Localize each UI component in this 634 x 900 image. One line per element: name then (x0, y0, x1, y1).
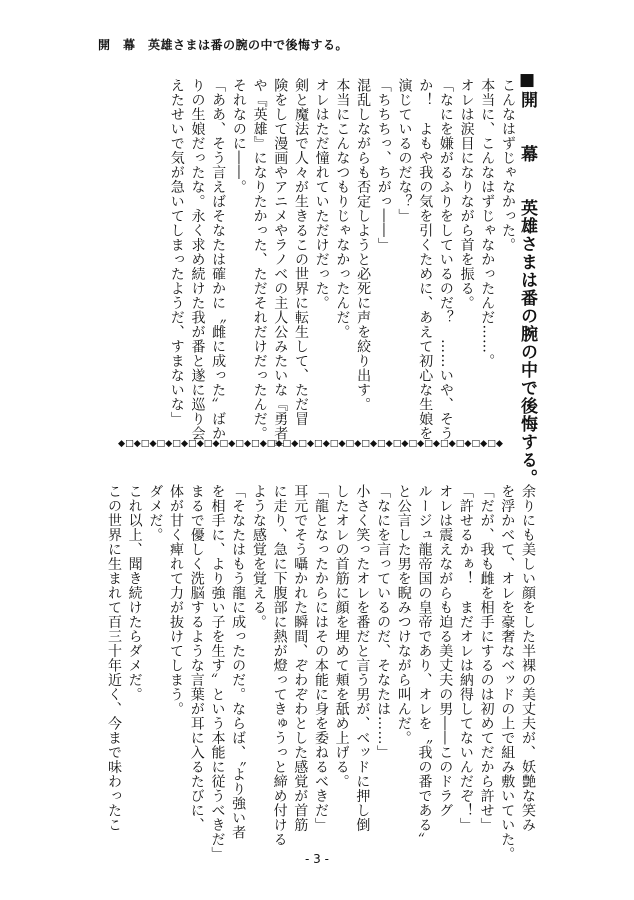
section-separator: ◆□◆□◆□◆□◆□◆□◆□◆□◆□◆□◆□◆□◆□◆□◆□◆□◆□◆□◆□◆□◆□◆□◆□◆□◆ (118, 438, 503, 449)
text-line: 体が甘く痺れて力が抜けてしまう。 (168, 484, 185, 716)
text-line: ような感覚を覚える。 (250, 484, 267, 629)
text-line: こんなはずじゃなかった。 (500, 78, 516, 252)
text-line: 演じているのだな？」 (396, 78, 413, 223)
text-line: この世界に生まれて百三十年近く、今まで味わったこ (105, 484, 122, 832)
text-line: ダメだ。 (147, 484, 164, 542)
text-line: 「龍となったからにはその本能に身を委ねるべきだ」 (312, 484, 329, 832)
text-line: を相手に、より強い子を生す〟という本能に従うべきだ」 (209, 484, 226, 861)
text-line: 「ちちちっ、ちがっ――」 (375, 78, 392, 252)
upper-text-block (138, 78, 518, 455)
running-header: 開 幕 英雄さまは番の腕の中で後悔する。 (98, 38, 349, 52)
text-line: 混乱しながらも否定しようと必死に声を絞り出す。 (355, 78, 372, 412)
text-line: オレは震えながらも迫る美丈夫の男――このドラグ (437, 484, 454, 818)
text-line: 余りにも美しい顔をした半裸の美丈夫が、妖艶な笑み (520, 484, 536, 832)
text-line: か！ よもや我の気を引くために、あえて初心な生娘を (417, 78, 434, 441)
text-line: えたせいで気が急いてしまったようだ、すまないな」 (168, 78, 185, 426)
text-line: したオレの首筋に顔を埋めて頬を舐め上げる。 (333, 484, 350, 789)
text-line: 剣と魔法で人々が生きるこの世界に転生して、ただ冒 (292, 78, 309, 426)
text-line: 「なにを言っているのだ、そなたは……」 (375, 484, 392, 760)
text-line: オレはただ憧れていただけだった。 (313, 78, 330, 310)
text-line: 本当に、こんなはずじゃなかったんだ……。 (479, 78, 496, 368)
text-line: まるで優しく洗脳するような言葉が耳に入るたびに、 (188, 484, 205, 832)
text-line: 小さく笑ったオレを番だと言う男が、ベッドに押し倒 (354, 484, 371, 832)
text-line: りの生娘だったな。永く求め続けた我が番と遂に巡り会 (189, 78, 206, 441)
text-line: 「だが、我も雌を相手にするのは初めてだから許せ」 (478, 484, 495, 832)
text-line: オレは涙目になりながら首を振る。 (458, 78, 475, 310)
chapter-title: ■開 幕 英雄さまは番の腕の中で後悔する。 (517, 70, 537, 487)
text-line: 本当にこんなつもりじゃなかったんだ。 (334, 78, 351, 339)
text-line: これ以上、聞き続けたらダメだ。 (126, 484, 143, 702)
text-line: 「ああ、そう言えばそなたは確かに〝雌に成った〟ばか (210, 78, 227, 441)
text-line: 険をして漫画やアニメやラノベの主人公みたいな『勇者』 (272, 78, 289, 455)
text-line: を浮かべて、オレを豪奢なベッドの上で組み敷いていた。 (499, 484, 516, 861)
text-line: 耳元でそう囁かれた瞬間、ぞわぞわとした感覚が首筋 (292, 484, 309, 832)
text-line: それなのに――。 (230, 78, 247, 194)
text-line: や『英雄』になりたかった、ただそれだけだったんだ。 (251, 78, 268, 441)
text-line: に走り、急に下腹部に熱が燈ってきゅうっと締め付ける (271, 484, 288, 847)
text-line: 「なにを嫌がるふりをしているのだ？ ……いや、そう (437, 78, 454, 441)
text-line: ルージュ龍帝国の皇帝であり、オレを〝我の番である〟 (416, 484, 433, 847)
text-line: と公言した男を睨みつけながら叫んだ。 (395, 484, 412, 745)
page-number: - 3 - (305, 852, 329, 866)
text-line: 「許せるかぁ！ まだオレは納得してないんだぞ！」 (457, 484, 474, 832)
lower-text-block (105, 484, 538, 861)
text-line: 「そなたはもう龍に成ったのだ。ならば、〝より強い者 (230, 484, 247, 840)
